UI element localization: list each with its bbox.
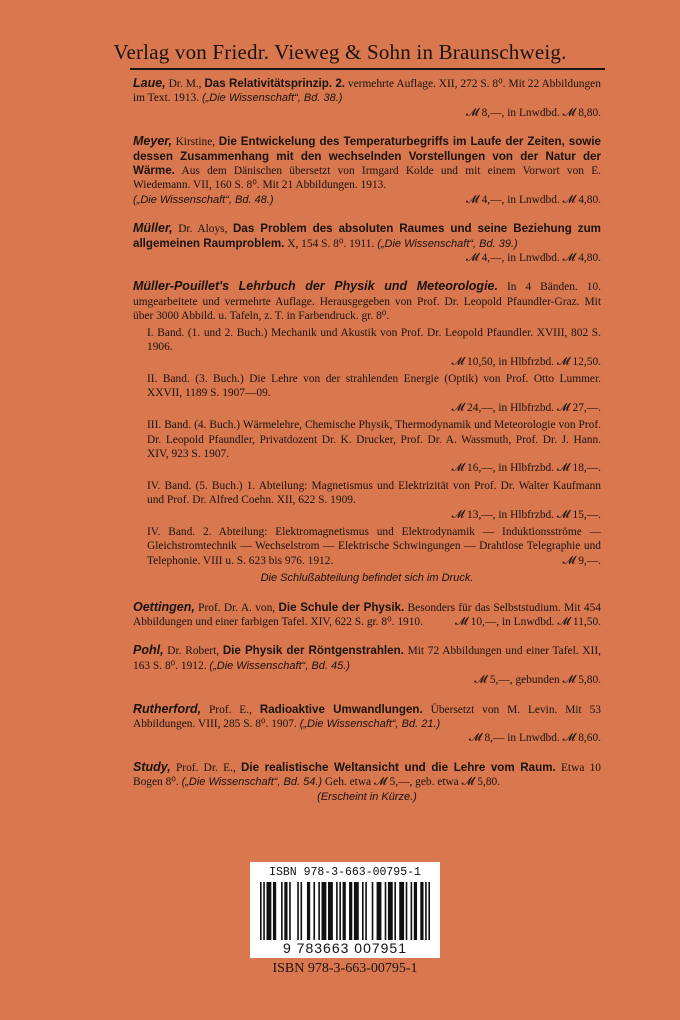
entry-price: 𝓜 4,—, in Lnwdbd. 𝓜 4,80.: [466, 193, 601, 206]
entry-series: („Die Wissenschaft“, Bd. 21.): [299, 718, 441, 731]
entry-series: („Die Wissenschaft“, Bd. 48.): [133, 193, 274, 206]
entry-note: (Erscheint in Kürze.): [317, 790, 417, 803]
barcode-bar: [425, 882, 427, 940]
entry-description: Mit 22 Abbildungen im Text. 1913.: [133, 78, 601, 105]
volume-price: 𝓜 16,—, in Hlbfrzbd. 𝓜 18,—.: [451, 462, 601, 475]
entry-author-detail: Dr. M.,: [168, 78, 202, 90]
entry-description: In 4 Bänden. 10. umgearbeitete und vermehrte Auflage. Herausgegeben von Prof. Dr. Leopold Pfaundler-Graz. Mit über 3000 Abbild. u. Tafeln, z. T. in Farbendruck. gr. 8⁰.: [133, 281, 601, 323]
entry-author: Pohl,: [133, 643, 164, 658]
entry-series: („Die Wissenschaft“, Bd. 38.): [201, 92, 343, 105]
isbn-caption: ISBN 978-3-663-00795-1: [272, 961, 418, 976]
barcode-bar: [388, 882, 393, 940]
entry-title: Die Entwickelung des Temperaturbegriffs im Laufe der Zeiten, sowie dessen Zusammenhang mit den wechselnden Vorstellungen von der Natur der Wärme.: [133, 135, 601, 178]
barcode-bar: [281, 882, 283, 940]
entry-title: Das Problem des absoluten Raumes und seine Beziehung zum allgemeinen Raumproblem.: [133, 222, 601, 250]
entry-price: 𝓜 4,—, in Lnwdbd. 𝓜 4,80.: [466, 252, 601, 265]
entry-author-detail: Kirstine,: [175, 136, 216, 149]
barcode-bar: [297, 882, 299, 940]
barcode-bar: [313, 882, 315, 940]
barcode-bar: [377, 882, 382, 940]
header-rule: [130, 68, 605, 70]
catalog-list: [133, 76, 601, 818]
entry-laue: [133, 76, 601, 120]
barcode-label: [250, 862, 440, 958]
barcode-image: [260, 882, 430, 940]
entry-note: Die Schlußabteilung befindet sich im Druck.: [260, 572, 474, 585]
volume-item: [133, 525, 601, 568]
entry-description: Besonders für das Selbststudium. Mit 454 Abbildungen und einer farbigen Tafel. XIV, 622 S. gr. 8⁰. 1910.: [133, 601, 601, 628]
volume-text: III. Band. (4. Buch.) Wärmelehre, Chemische Physik, Thermodynamik und Meteorologie von Prof. Dr. Leopold Pfaundler, Privatdozent Dr. K. Drucker, Prof. Dr. A. Wassmuth, Prof. Dr. J. Hann. XIV, 923 S. 1907.: [147, 419, 601, 460]
barcode-bar: [307, 882, 310, 940]
barcode-bar: [322, 882, 327, 940]
volume-text: I. Band. (1. und 2. Buch.) Mechanik und Akustik von Prof. Dr. Leopold Pfaundler. XVIII, 802 S. 1906.: [147, 326, 601, 354]
barcode-bar: [263, 882, 265, 940]
entry-series: („Die Wissenschaft“, Bd. 39.): [377, 237, 518, 250]
volume-item: [133, 479, 601, 522]
barcode-bar: [318, 882, 320, 940]
barcode-bar: [300, 882, 302, 940]
entry-description: Mit 72 Abbildungen und einer Tafel. XII, 163 S. 8⁰. 1912.: [133, 645, 601, 672]
entry-author: Laue,: [133, 76, 166, 90]
entry-edition: vermehrte Auflage. XII, 272 S. 8⁰.: [347, 78, 506, 90]
barcode-bar: [266, 882, 271, 940]
volume-text: IV. Band. 2. Abteilung: Elektromagnetismus und Elektrodynamik — Induktionsströme — Gleichstromtechnik — Wechselstrom — Elektrische Schwingungen — Drahtlose Telegraphie und Telephonie. VIII u. S. 623 bis 976. 1912.: [147, 525, 601, 567]
barcode-bar: [399, 882, 404, 940]
barcode-bar: [339, 882, 341, 940]
entry-title: Die Schule der Physik.: [278, 600, 405, 614]
barcode-bar: [428, 882, 430, 940]
volume-text: IV. Band. (5. Buch.) 1. Abteilung: Magnetismus und Elektrizität von Prof. Dr. Walter Kaufmann und Prof. Dr. Alfred Coehn. XII, 622 S. 1909.: [147, 479, 601, 507]
entry-price: 𝓜 5,—, gebunden 𝓜 5,80.: [474, 674, 601, 687]
entry-description: Aus dem Dänischen übersetzt von Irmgard Kolde und mit einem Vorwort von E. Wiedemann. VII, 160 S. 8⁰. Mit 21 Abbildungen. 1913.: [133, 165, 601, 192]
entry-description: X, 154 S. 8⁰. 1911.: [287, 237, 375, 250]
barcode-isbn-text: ISBN 978-3-663-00795-1: [269, 866, 421, 879]
entry-meyer: [133, 134, 601, 207]
barcode-bar: [260, 882, 262, 940]
entry-description: Übersetzt von M. Levin. Mit 53 Abbildungen. VIII, 285 S. 8⁰. 1907.: [133, 703, 601, 731]
entry-author: Rutherford,: [133, 701, 202, 716]
entry-author-detail: Dr. Robert,: [167, 645, 220, 658]
barcode-bar: [273, 882, 276, 940]
volume-price: 𝓜 24,—, in Hlbfrzbd. 𝓜 27,—.: [451, 401, 601, 414]
barcode-bar: [336, 882, 338, 940]
entry-description: Etwa 10 Bogen 8⁰.: [133, 761, 601, 789]
barcode-bar: [372, 882, 374, 940]
barcode-bar: [420, 882, 423, 940]
entry-rutherford: [133, 702, 601, 746]
entry-title: Die realistische Weltansicht und die Lehre vom Raum.: [241, 760, 556, 774]
entry-price: 𝓜 8,— in Lnwdbd. 𝓜 8,60.: [468, 732, 601, 745]
barcode-bar: [289, 882, 291, 940]
barcode-bar: [394, 882, 396, 940]
entry-author: Müller-Pouillet's Lehrbuch der Physik und Meteorologie.: [133, 279, 498, 294]
publisher-header: Verlag von Friedr. Vieweg & Sohn in Braunschweig.: [113, 40, 567, 64]
entry-price: 𝓜 10,—, in Lnwdbd. 𝓜 11,50.: [455, 616, 601, 628]
barcode-bar: [349, 882, 352, 940]
volume-price: 𝓜 13,—, in Hlbfrzbd. 𝓜 15,—.: [451, 508, 601, 521]
volume-price: 𝓜 9,—.: [562, 554, 601, 567]
entry-price: Geh. etwa 𝓜 5,—, geb. etwa 𝓜 5,80.: [324, 776, 501, 789]
entry-footer: [133, 193, 601, 207]
entry-author: Study,: [133, 759, 171, 774]
barcode-bar: [414, 882, 417, 940]
entry-price: 𝓜 8,—, in Lnwdbd. 𝓜 8,80.: [466, 106, 601, 119]
volume-text: II. Band. (3. Buch.) Die Lehre von der strahlenden Energie (Optik) von Prof. Otto Lummer. XXVII, 1189 S. 1907—09.: [147, 372, 601, 400]
entry-author-detail: Prof. E.,: [208, 703, 252, 716]
barcode-bar: [354, 882, 359, 940]
entry-study: [133, 760, 601, 804]
volume-item: [133, 372, 601, 415]
barcode-bar: [362, 882, 364, 940]
barcode-bar: [284, 882, 287, 940]
entry-series: („Die Wissenschaft“, Bd. 45.): [209, 659, 350, 672]
barcode-bar: [406, 882, 408, 940]
volume-item: [133, 326, 601, 369]
entry-author-detail: Prof. Dr. A. von,: [198, 601, 276, 614]
barcode-bar: [365, 882, 367, 940]
entry-title: Die Physik der Röntgenstrahlen.: [222, 644, 404, 658]
entry-author-detail: Dr. Aloys,: [178, 223, 228, 236]
barcode-bar: [385, 882, 387, 940]
entry-author: Meyer,: [133, 134, 172, 149]
entry-title: Radioaktive Umwandlungen.: [259, 702, 423, 716]
entry-pohl: [133, 643, 601, 687]
entry-oettingen: [133, 600, 601, 630]
volume-item: [133, 418, 601, 476]
barcode-bar: [328, 882, 333, 940]
entry-series: („Die Wissenschaft“, Bd. 54.): [181, 776, 323, 789]
entry-title: Das Relativitätsprinzip. 2.: [204, 77, 345, 90]
volume-price: 𝓜 10,50, in Hlbfrzbd. 𝓜 12,50.: [451, 355, 601, 368]
barcode-digits: 9 783663 007951: [283, 940, 407, 956]
barcode-bar: [343, 882, 346, 940]
entry-author: Müller,: [133, 221, 173, 236]
barcode-bar: [411, 882, 413, 940]
entry-author-detail: Prof. Dr. E.,: [175, 761, 236, 774]
entry-mueller: [133, 221, 601, 265]
entry-author: Oettingen,: [133, 599, 195, 614]
entry-mueller-pouillet: [133, 279, 601, 585]
